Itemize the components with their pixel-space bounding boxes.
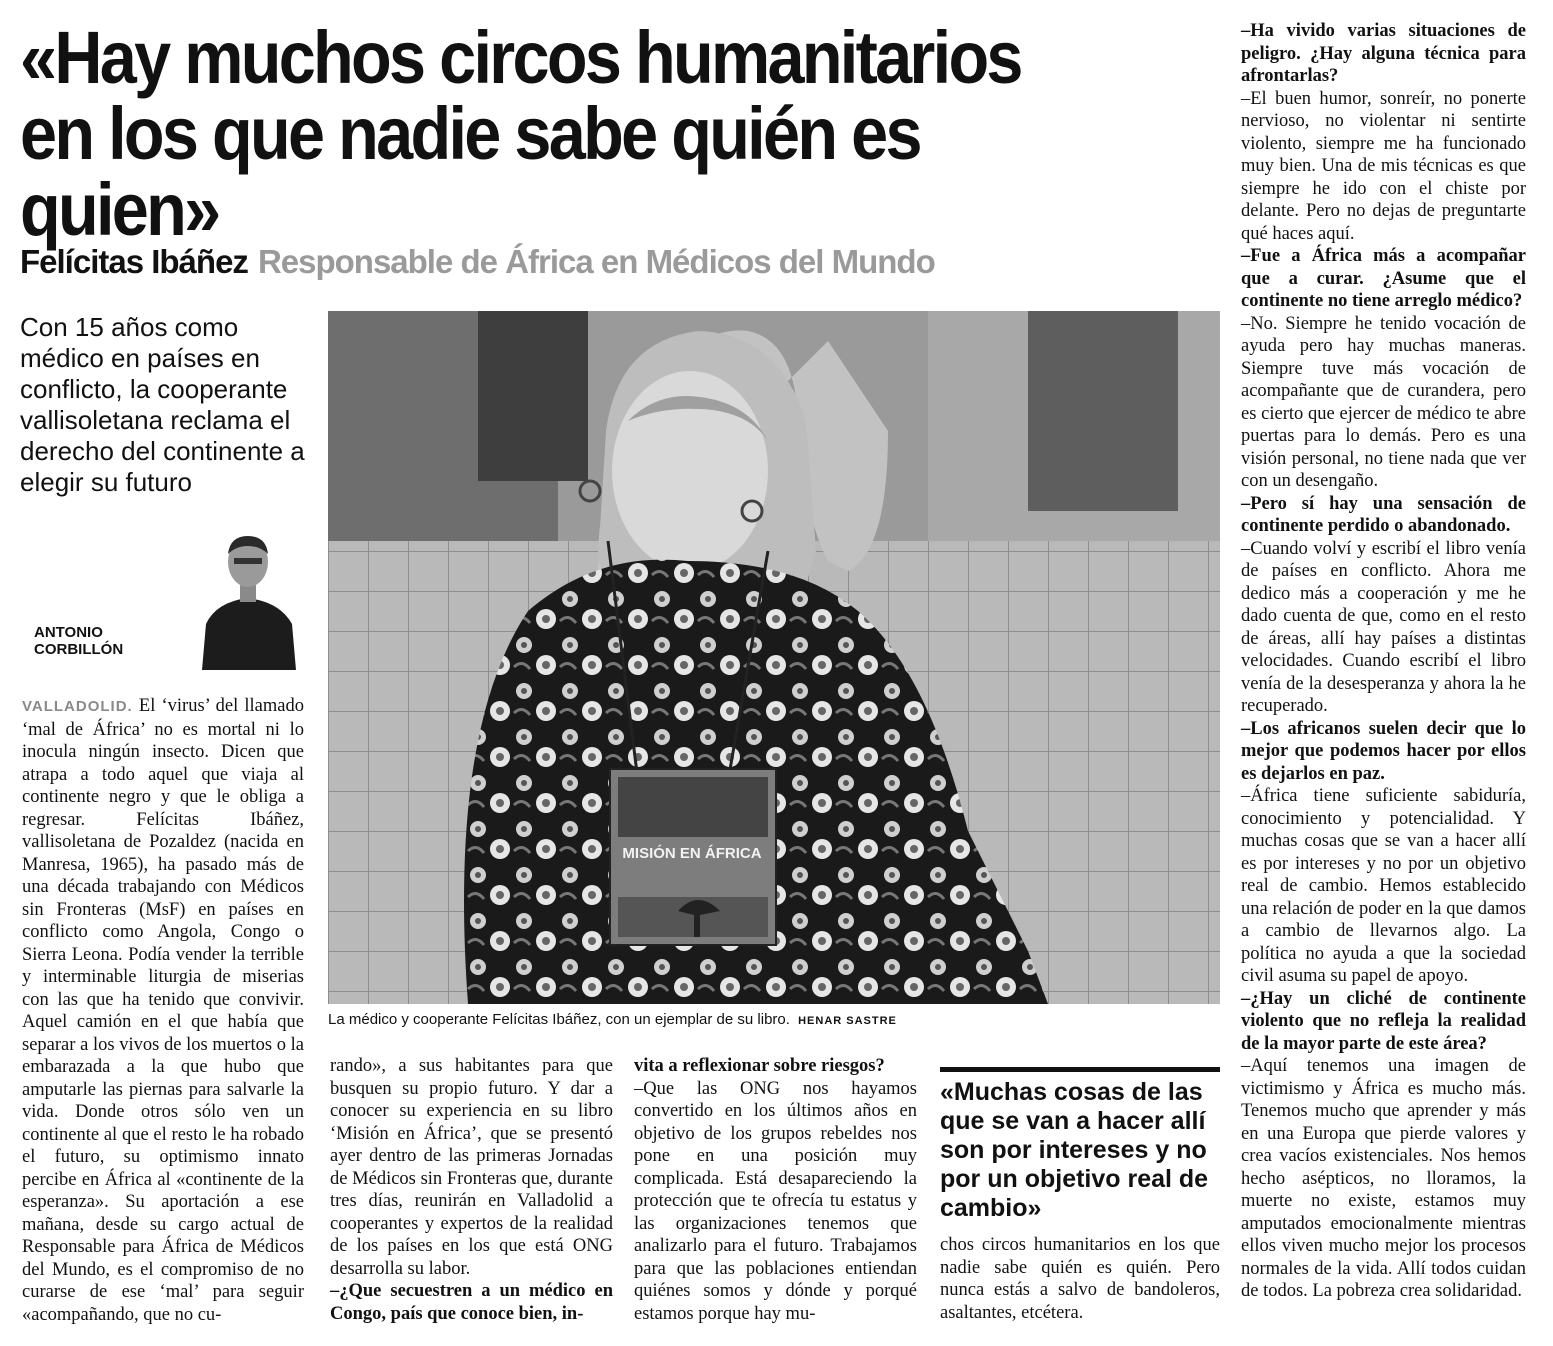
body-column-2: [330, 1055, 613, 1325]
body-paragraph: chos circos humanitarios en los que nadie sabe quién es quién. Pero nunca estás a salvo de bandoleros, asaltantes, etcétera.: [940, 1235, 1220, 1323]
dateline: VALLADOLID.: [22, 698, 133, 715]
standfirst: Con 15 años como médico en países en conflicto, la cooperante vallisoletana reclama el derecho del continente a elegir su futuro: [20, 312, 305, 497]
pull-quote: «Muchas cosas de las que se van a hacer allí son por intereses y no por un objetivo real de cambio»: [940, 1067, 1220, 1223]
question: –Ha vivido varias situaciones de peligro. ¿Hay alguna técnica para afrontarlas?: [1241, 21, 1526, 86]
answer: –Que las ONG nos hayamos convertido en los últimos años en objetivo de los grupos rebeldes nos pone en una posición muy complicada. Está desapareciendo la protección que te ofrecía tu estatus y las organizaciones tenemos que analizarlo para el futuro. Trabajamos para que las poblaciones entiendan quiénes somos y dónde y porqué estamos porque hay mu-: [634, 1078, 917, 1324]
question: –Pero sí hay una sensación de continente perdido o abandonado.: [1241, 493, 1526, 536]
question: vita a reflexionar sobre riesgos?: [634, 1056, 885, 1076]
answer: –África tiene suficiente sabiduría, conocimiento y potencialidad. Y muchas cosas que se van a hacer allí es por intereses y no por un objetivo real de cambio. Hemos establecido una relación de poder en la que damos a cambio de llevarnos algo. La política no ayuda a que la sociedad civil asuma su papel de apoyo.: [1241, 786, 1526, 986]
question: –¿Que secuestren a un médico en Congo, país que conoce bien, in-: [330, 1281, 613, 1324]
interviewee-role: Responsable de África en Médicos del Mundo: [257, 243, 935, 280]
body-column-5: [1241, 20, 1526, 1303]
headline: «Hay muchos circos humanitarios en los que nadie sabe quién es quien»: [20, 16, 1021, 251]
author-photo: [196, 524, 300, 670]
question: –Fue a África más a acompañar que a curar. ¿Asume que el continente no tiene arreglo médico?: [1241, 246, 1526, 311]
interviewee-name: Felícitas Ibáñez: [20, 243, 248, 280]
photo-credit: HENAR SASTRE: [798, 1015, 897, 1027]
caption-text: La médico y cooperante Felícitas Ibáñez, con un ejemplar de su libro.: [328, 1011, 790, 1028]
byline: [20, 243, 935, 281]
body-paragraph: rando», a sus habitantes para que busquen su propio futuro. Y dar a conocer su experiencia en su libro ‘Misión en África’, que se presentó ayer dentro de las primeras Jornadas de Médicos sin Fronteras que, durante tres días, reunirán en Valladolid a cooperantes y expertos de la realidad de los países en los que está ONG desarrolla su labor.: [330, 1056, 613, 1279]
answer: –Cuando volví y escribí el libro venía de países en conflicto. Ahora me dedico más a cooperación y me he dado cuenta de que, como en el resto de áreas, allí hay países a distintas velocidades. Cuando escribí el libro venía de la desesperanza y ahora la he recuperado.: [1241, 538, 1526, 716]
body-column-3: [634, 1055, 917, 1325]
question: –¿Hay un cliché de continente violento que no refleja la realidad de la mayor parte de este área?: [1241, 988, 1526, 1054]
question: –Los africanos suelen decir que lo mejor que podemos hacer por ellos es dejarlos en paz.: [1241, 718, 1526, 784]
answer: –Aquí tenemos una imagen de victimismo y África es mucho más. Tenemos mucho que aprender y más en una Europa que pierde valores y crea vacíos existenciales. Nos hemos hecho asépticos, no lloramos, la muerte no existe, estamos muy amputados emocionalmente mientras ellos viven mucho mejor los procesos normales de la vida. Allí todos cuidan de todos. La pobreza crea solidaridad.: [1241, 1056, 1526, 1301]
photo-caption: [328, 1011, 897, 1028]
book-cover-title: MISIÓN EN ÁFRICA: [622, 845, 762, 862]
main-photo: [328, 311, 1220, 1004]
author-name: ANTONIO CORBILLÓN: [34, 624, 124, 658]
body-paragraph: [22, 695, 304, 1326]
body-column-1: [22, 695, 304, 1326]
answer: –El buen humor, sonreír, no ponerte nervioso, no violentar ni sentirte violento, siempre me ha funcionado muy bien. Una de mis técnicas es que siempre he ido con el chiste por delante. Pero no dejas de preguntarte qué haces aquí.: [1241, 88, 1526, 244]
answer: –No. Siempre he tenido vocación de ayuda pero hay muchas maneras. Siempre tuve más vocación de acompañante que de curandera, pero es cierto que ejercer de médico te abre puertas para lo demás. Pero es una visión personal, no tiene nada que ver con un desengaño.: [1241, 313, 1526, 491]
body-column-4: [940, 1234, 1220, 1324]
body-text: El ‘virus’ del llamado ‘mal de África’ no es mortal ni lo inocula ningún insecto. Dicen que atrapa a todo aquel que viaja al continente negro y que le obliga a regresar. Felícitas Ibáñez, vallisoletana de Pozaldez (nacida en Manresa, 1965), ha pasado más de una década trabajando con Médicos sin Fronteras (MsF) en países en conflicto como Angola, Congo o Sierra Leona. Podía vender la terrible y interminable liturgia de miserias con las que ha tenido que convivir. Aquel camión en el que había que separar a los vivos de los muertos o la embarazada a la que hubo que amputarle las piernas para salvarle la vida. Donde otros sólo ven un continente al que el resto le ha robado el futuro, su optimismo innato percibe en África al «continente de la esperanza». Su aportación a ese mañana, desde su cargo actual de Responsable para África de Médicos del Mundo, es el compromiso de no curarse de ese ‘mal’ para seguir «acompañando, que no cu-: [22, 696, 304, 1325]
